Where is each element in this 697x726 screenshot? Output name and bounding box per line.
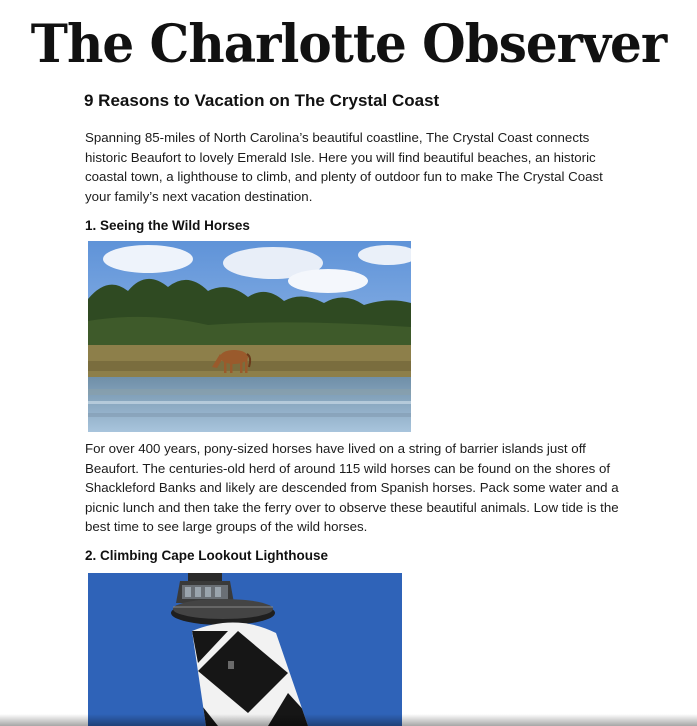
masthead-title: The Charlotte Observer: [30, 12, 667, 75]
section-body-wild-horses: For over 400 years, pony-sized horses have lived on a string of barrier islands just off Beaufort. The centuries-old herd of around 115 wild horses can be found on the shores of Shackleford Banks and likely are descended from Spanish horses. Pack some water and a picnic lunch and then take the ferry over to observe these beautiful animals. Low tide is the best time to see large groups of the wild horses.: [85, 441, 619, 534]
section-heading-wild-horses: 1. Seeing the Wild Horses: [85, 218, 250, 233]
cape-lookout-lighthouse-photo: [88, 573, 402, 726]
wild-horse-marsh-photo: [88, 241, 411, 432]
page-bottom-edge: [0, 714, 697, 726]
article-headline: 9 Reasons to Vacation on The Crystal Coast: [84, 91, 440, 110]
section-heading-lighthouse: 2. Climbing Cape Lookout Lighthouse: [85, 548, 328, 563]
article-intro: Spanning 85-miles of North Carolina’s beautiful coastline, The Crystal Coast connects historic Beaufort to lovely Emerald Isle. Here you will find beautiful beaches, an historic coastal town, a lighthouse to climb, and plenty of outdoor fun to make The Crystal Coast your family’s next vacation destination.: [85, 130, 603, 204]
